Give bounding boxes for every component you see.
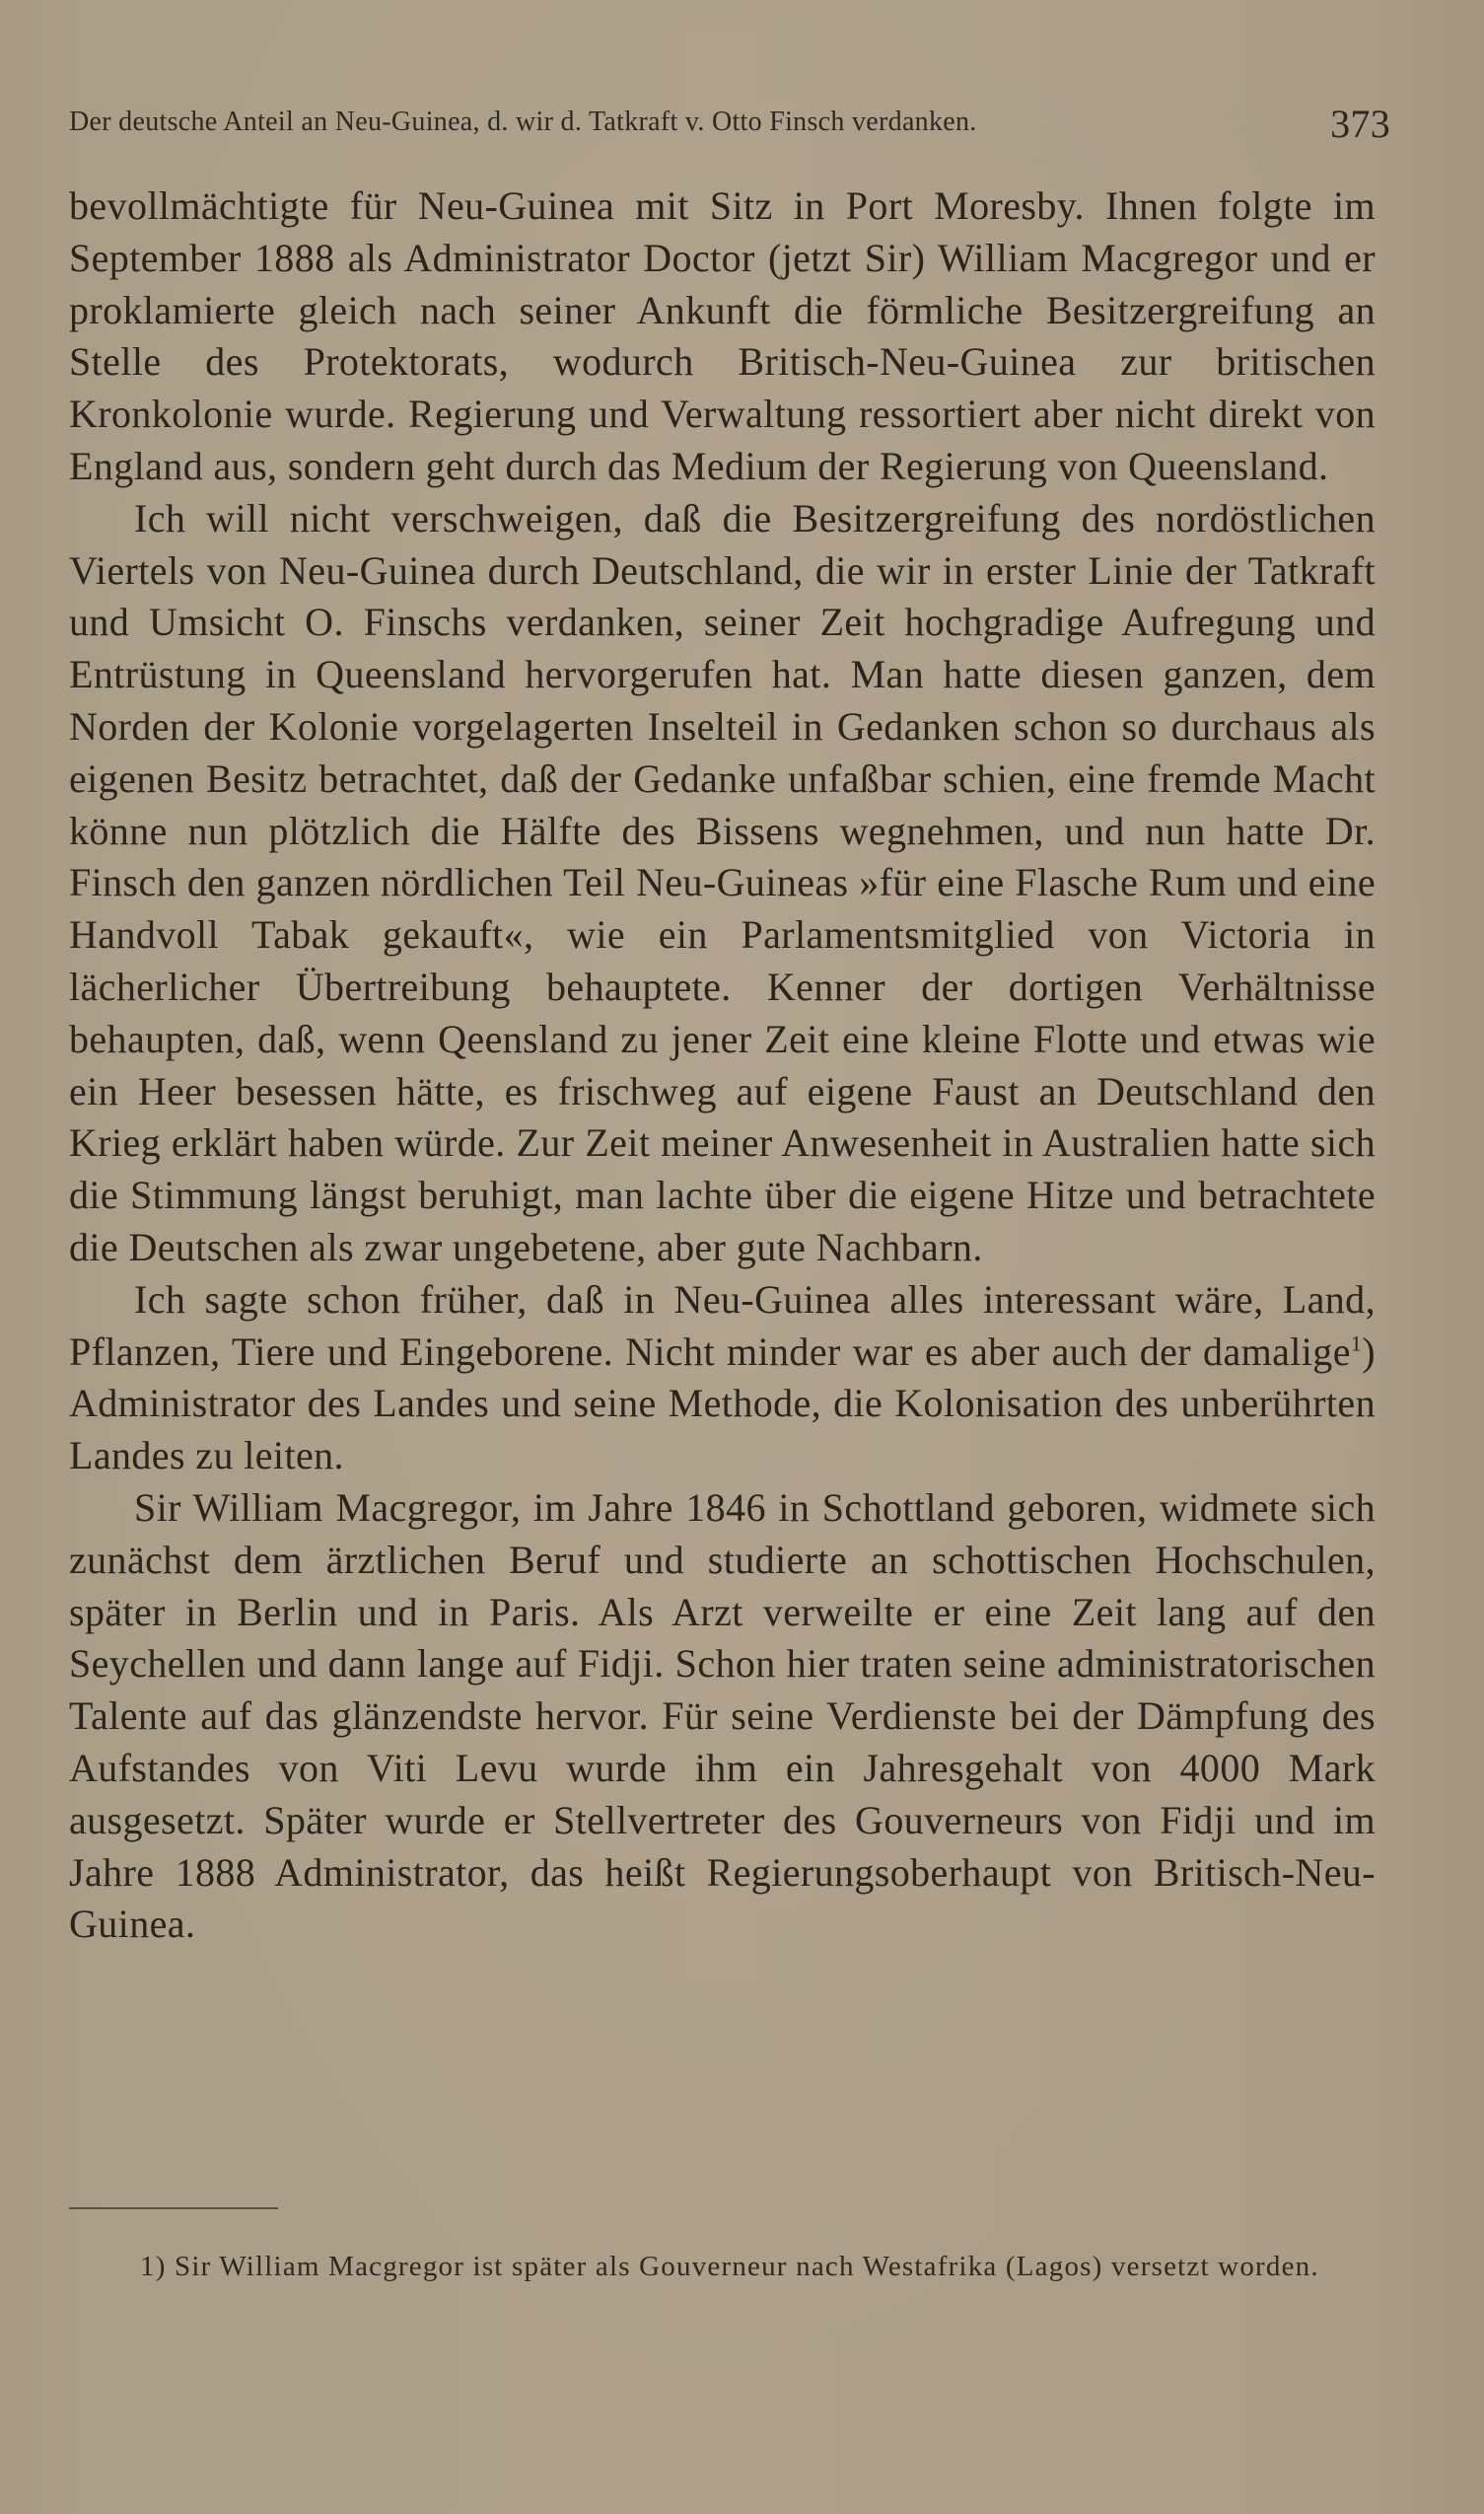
paragraph-text: Ich sagte schon früher, daß in Neu-Guinea alles interessant wäre, Land, Pflanzen, Tiere und Eingeborene. Nicht minder war es aber auch der damalige [69,1276,1376,1374]
paragraph: Ich will nicht verschweigen, daß die Besitzergreifung des nordöstlichen Viertels von Neu-Guinea durch Deutschland, die wir in erster Linie der Tatkraft und Umsicht O. Finschs verdanken, seiner Zeit hochgradige Aufregung und Entrüstung in Queensland hervorgerufen hat. Man hatte diesen ganzen, dem Norden der Kolonie vorgelagerten Inselteil in Gedanken schon so durchaus als eigenen Besitz betrachtet, daß der Gedanke unfaßbar schien, eine fremde Macht könne nun plötzlich die Hälfte des Bissens wegnehmen, und nun hatte Dr. Finsch den ganzen nördlichen Teil Neu-Guineas »für eine Flasche Rum und eine Handvoll Tabak gekauft«, wie ein Parlamentsmitglied von Victoria in lächerlicher Übertreibung behauptete. Kenner der dortigen Verhältnisse behaupten, daß, wenn Qeensland zu jener Zeit eine kleine Flotte und etwas wie ein Heer besessen hätte, es frischweg auf eigene Faust an Deutschland den Krieg erklärt haben würde. Zur Zeit meiner Anwesenheit in Australien hatte sich die Stimmung längst beruhigt, man lachte über die eigene Hitze und betrachtete die Deutschen als zwar ungebetene, aber gute Nachbarn. [69,495,1376,1269]
paragraph-text: ) Administrator des Landes und seine Methode, die Kolonisation des unberührten Landes zu leiten. [69,1329,1376,1478]
paragraph: bevollmächtigte für Neu-Guinea mit Sitz in Port Moresby. Ihnen folgte im September 1888 als Administrator Doctor (jetzt Sir) William Macgregor und er proklamierte gleich nach seiner Ankunft die förmliche Besitzergreifung an Stelle des Protektorats, wodurch Britisch-Neu-Guinea zur britischen Kronkolonie wurde. Regierung und Verwaltung ressortiert aber nicht direkt von England aus, sondern geht durch das Medium der Regierung von Queensland. [69,183,1376,488]
running-title: Der deutsche Anteil an Neu-Guinea, d. wir d. Tatkraft v. Otto Finsch verdanken. [69,107,977,137]
page-number: 373 [1330,102,1390,146]
paragraph [69,1274,1376,1482]
footnote-divider [69,2207,278,2209]
footnote [69,2245,1376,2288]
main-text [69,180,1376,1951]
footnote-reference: 1 [1350,1330,1363,1356]
running-header [69,101,1390,146]
paragraph: Sir William Macgregor, im Jahre 1846 in Schottland geboren, widmete sich zunächst dem ärztlichen Beruf und studierte an schottischen Hochschulen, später in Berlin und in Paris. Als Arzt verweilte er eine Zeit lang auf den Seychellen und dann lange auf Fidji. Schon hier traten seine administratorischen Talente auf das glänzendste hervor. Für seine Verdienste bei der Dämpfung des Aufstandes von Viti Levu wurde ihm ein Jahresgehalt von 4000 Mark ausgesetzt. Später wurde er Stellvertreter des Gouverneurs von Fidji und im Jahre 1888 Administrator, das heißt Regierungsoberhaupt von Britisch-Neu-Guinea. [69,1484,1376,1947]
footnote-text: 1) Sir William Macgregor ist später als Gouverneur nach Westafrika (Lagos) versetzt worden. [140,2251,1319,2282]
